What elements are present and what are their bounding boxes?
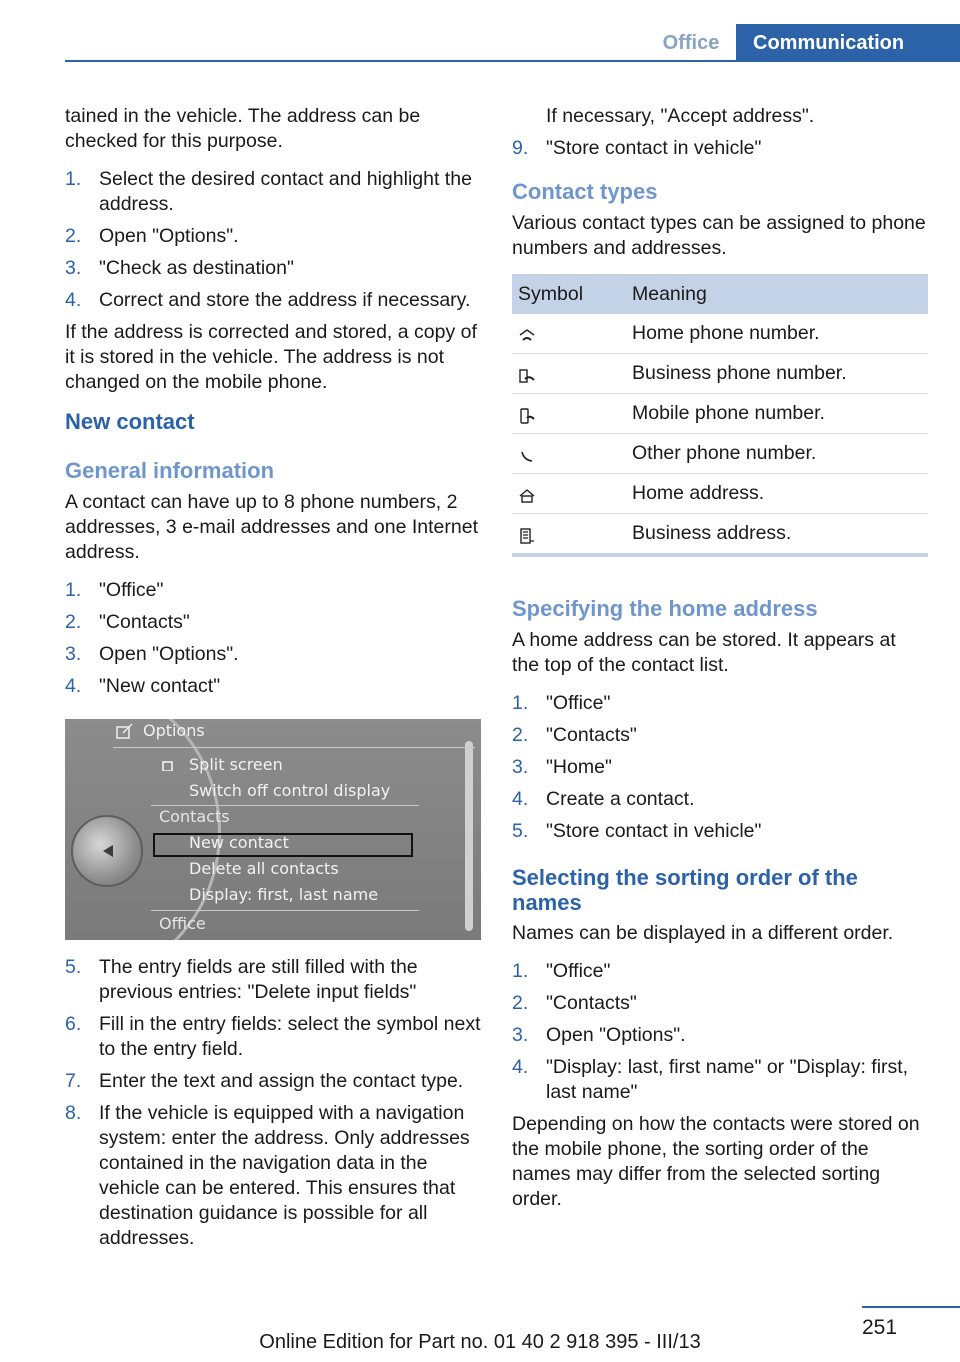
list-item [512, 1055, 928, 1105]
table-row [512, 354, 928, 394]
step-text: If the vehicle is equipped with a navigation system: enter the address. Only addresses contained in the navigation data in the vehicle can be entered. This ensures that destination guidance is possible for all addresses. [99, 1102, 470, 1249]
scrollbar [465, 741, 473, 931]
list-item [512, 723, 928, 748]
step-number: 5. [65, 956, 82, 978]
home-address-icon [518, 486, 536, 502]
step-number: 1. [512, 960, 529, 982]
divider [151, 910, 419, 911]
heading-sorting-order: Selecting the sorting order of the names [512, 865, 858, 915]
step-number: 5. [512, 820, 529, 842]
list-item [512, 819, 928, 844]
list-item [65, 288, 481, 313]
step-number: 7. [65, 1070, 82, 1092]
screen-title: Options [143, 721, 205, 740]
step-number: 3. [65, 257, 82, 279]
edition-footer: Online Edition for Part no. 01 40 2 918 395 - III/13 [259, 1331, 701, 1353]
menu-item-delete-all: Delete all contacts [189, 859, 339, 878]
checkbox-icon [161, 755, 175, 777]
table-row [512, 434, 928, 474]
general-paragraph: A contact can have up to 8 phone numbers, 2 addresses, 3 e-mail addresses and one Internet address. [65, 491, 478, 563]
meaning-cell: Home phone number. [632, 314, 928, 354]
meaning-cell: Business address. [632, 514, 928, 556]
list-item [65, 1012, 481, 1062]
list-item [65, 167, 481, 217]
step-number: 3. [512, 1024, 529, 1046]
column-header-meaning: Meaning [632, 274, 928, 314]
list-item [65, 642, 481, 667]
steps-home-address [512, 691, 928, 844]
column-header-symbol: Symbol [512, 274, 632, 314]
step-number: 4. [512, 788, 529, 810]
list-item [65, 1069, 481, 1094]
step-number: 3. [65, 643, 82, 665]
step-text: Open "Options". [99, 643, 239, 665]
step-text: Open "Options". [99, 225, 239, 247]
list-item [65, 955, 481, 1005]
header-rule [65, 60, 960, 62]
step-text: The entry fields are still filled with the previous entries: "Delete input fields" [99, 956, 418, 1003]
mobile-phone-icon [518, 406, 536, 422]
step-text: "Home" [546, 756, 612, 778]
step-number: 1. [65, 579, 82, 601]
table-header-row [512, 274, 928, 314]
meaning-cell: Home address. [632, 474, 928, 514]
right-column [512, 104, 928, 1225]
step-number: 4. [65, 675, 82, 697]
step-text: Enter the text and assign the contact type. [99, 1070, 464, 1092]
table-row [512, 314, 928, 354]
heading-home-address: Specifying the home address [512, 596, 818, 621]
business-phone-icon [518, 366, 536, 382]
step-text: Fill in the entry fields: select the symbol next to the entry field. [99, 1013, 481, 1060]
list-item [512, 959, 928, 984]
steps-entry-fields [65, 955, 481, 1251]
step-number: 6. [65, 1013, 82, 1035]
step-text: "New contact" [99, 675, 221, 697]
step-number: 9. [512, 137, 529, 159]
step-text: Correct and store the address if necessary. [99, 289, 471, 311]
step-text: "Office" [99, 579, 164, 601]
list-item [512, 1023, 928, 1048]
menu-item-new-contact: New contact [189, 833, 289, 852]
step-text: Open "Options". [546, 1024, 686, 1046]
heading-general-information: General information [65, 458, 275, 483]
page-number-rule [862, 1306, 960, 1308]
symbol-cell [512, 394, 632, 434]
step-number: 8. [65, 1102, 82, 1124]
list-item [512, 991, 928, 1016]
meaning-cell: Mobile phone number. [632, 394, 928, 434]
step-text: "Office" [546, 692, 611, 714]
symbol-cell [512, 354, 632, 394]
list-item [65, 674, 481, 699]
intro-paragraph: tained in the vehicle. The address can be checked for this purpose. [65, 105, 421, 152]
step-number: 4. [65, 289, 82, 311]
list-item [65, 224, 481, 249]
step-text: "Contacts" [99, 611, 190, 633]
table-row [512, 474, 928, 514]
heading-contact-types: Contact types [512, 179, 658, 204]
symbol-cell [512, 434, 632, 474]
step-text: "Contacts" [546, 724, 637, 746]
step-number: 2. [65, 225, 82, 247]
menu-item-switch-off: Switch off control display [189, 781, 391, 800]
menu-item-display-order: Display: first, last name [189, 885, 379, 904]
divider [113, 747, 475, 748]
list-item [65, 256, 481, 281]
sorting-paragraph: Names can be displayed in a different order. [512, 922, 894, 944]
header-tab-office: Office [662, 32, 720, 54]
contact-types-paragraph: Various contact types can be assigned to phone numbers and addresses. [512, 212, 926, 259]
depending-paragraph: Depending on how the contacts were stored on the mobile phone, the sorting order of the names may differ from the selected sorting order. [512, 1113, 920, 1210]
step-8-continuation: If necessary, "Accept address". [546, 105, 815, 127]
list-item [512, 755, 928, 780]
contact-types-table [512, 274, 928, 557]
step-text: "Store contact in vehicle" [546, 137, 762, 159]
step-number: 1. [512, 692, 529, 714]
step-number: 2. [65, 611, 82, 633]
table-row [512, 514, 928, 556]
left-column [65, 104, 481, 1258]
controller-knob-icon [71, 815, 143, 887]
list-item [65, 1101, 481, 1251]
list-item [65, 610, 481, 635]
step-text: Select the desired contact and highlight the address. [99, 168, 472, 215]
list-item [65, 578, 481, 603]
meaning-cell: Other phone number. [632, 434, 928, 474]
steps-store [512, 136, 928, 161]
heading-new-contact: New contact [65, 409, 195, 434]
menu-section-contacts: Contacts [159, 807, 230, 826]
symbol-cell [512, 474, 632, 514]
step-number: 2. [512, 992, 529, 1014]
step-text: "Office" [546, 960, 611, 982]
step-number: 1. [65, 168, 82, 190]
symbol-cell [512, 314, 632, 354]
page-number: 251 [862, 1316, 898, 1339]
meaning-cell: Business phone number. [632, 354, 928, 394]
menu-section-office: Office [159, 914, 206, 933]
step-number: 4. [512, 1056, 529, 1078]
home-address-paragraph: A home address can be stored. It appears at the top of the contact list. [512, 629, 896, 676]
list-item [512, 691, 928, 716]
table-row [512, 394, 928, 434]
symbol-cell [512, 514, 632, 556]
step-text: "Check as destination" [99, 257, 294, 279]
corrected-paragraph: If the address is corrected and stored, a copy of it is stored in the vehicle. The address is not changed on the mobile phone. [65, 321, 477, 393]
steps-sorting [512, 959, 928, 1105]
header-tab-communication: Communication [736, 24, 960, 61]
other-phone-icon [518, 446, 536, 462]
step-text: "Contacts" [546, 992, 637, 1014]
list-item [512, 787, 928, 812]
steps-check-address [65, 167, 481, 313]
step-text: "Store contact in vehicle" [546, 820, 762, 842]
idrive-options-screenshot [65, 719, 481, 940]
step-text: "Display: last, first name" or "Display: first, last name" [546, 1056, 909, 1103]
step-number: 3. [512, 756, 529, 778]
list-item [512, 136, 928, 161]
home-phone-icon [518, 326, 536, 342]
step-number: 2. [512, 724, 529, 746]
options-icon [115, 721, 135, 747]
menu-item-split-screen: Split screen [189, 755, 283, 774]
step-text: Create a contact. [546, 788, 695, 810]
steps-new-contact [65, 578, 481, 699]
business-address-icon [518, 526, 536, 542]
